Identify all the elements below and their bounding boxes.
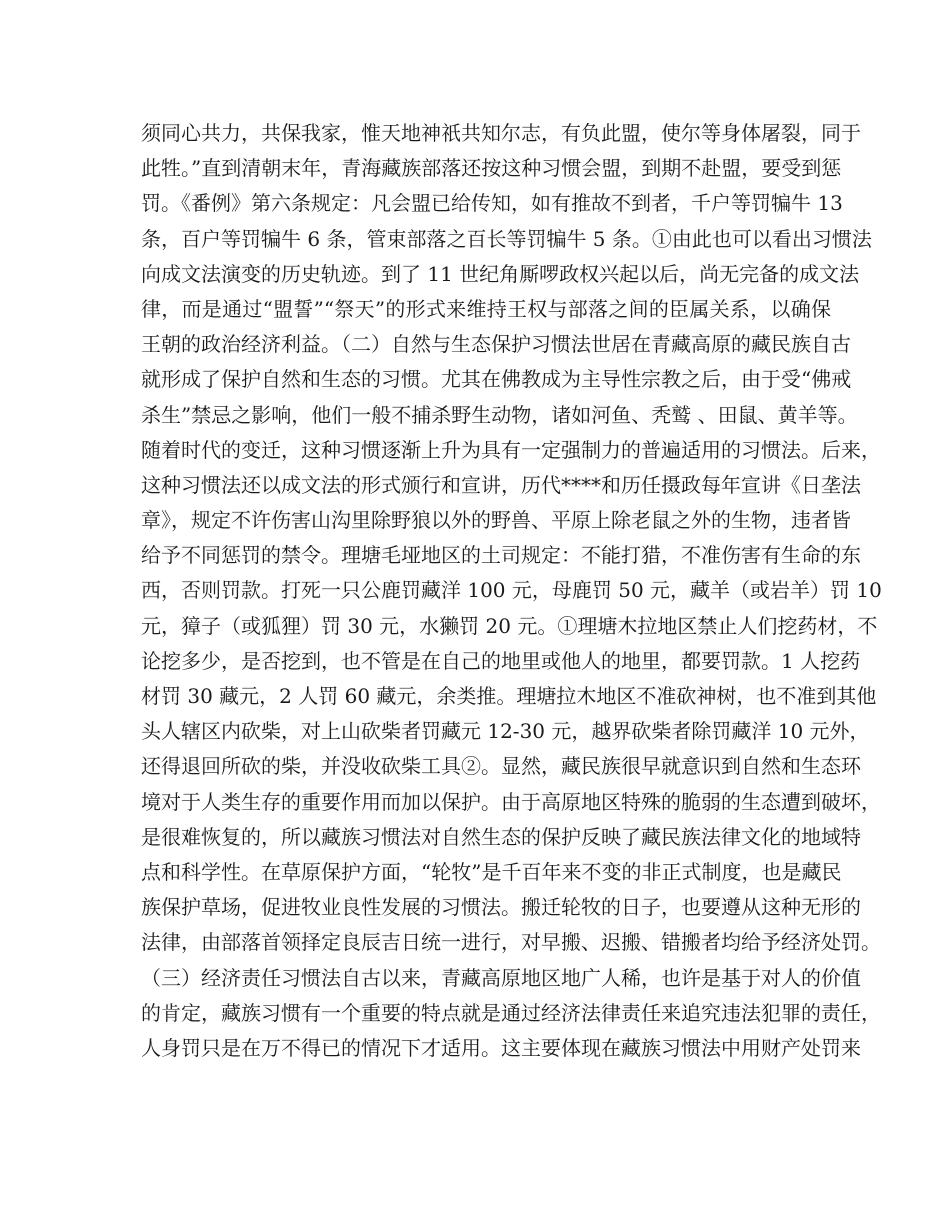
text-line: 王朝的政治经济利益。（二）自然与生态保护习惯法世居在青藏高原的藏民族自古 [141, 332, 851, 357]
text-line: 境对于人类生存的重要作用而加以保护。由于高原地区特殊的脆弱的生态遭到破坏， [141, 789, 881, 814]
body-text [141, 116, 882, 1066]
text-line: 这种习惯法还以成文法的形式颁行和宣讲，历代****和历任摄政每年宣讲《日垄法 [141, 472, 861, 497]
text-line: 材罚 30 藏元，2 人罚 60 藏元，余类推。理塘拉木地区不准砍神树，也不准到其他 [141, 684, 877, 708]
text-line: 族保护草场，促进牧业良性发展的习惯法。搬迁轮牧的日子，也要遵从这种无形的 [141, 895, 861, 920]
text-line: 须同心共力，共保我家，惟天地神祇共知尔志，有负此盟，使尔等身体屠裂，同于 [141, 121, 861, 145]
text-line: 律，而是通过“盟誓”“祭天”的形式来维持王权与部落之间的臣属关系，以确保 [141, 296, 831, 321]
text-line: （三）经济责任习惯法自古以来，青藏高原地区地广人稀，也许是基于对人的价值 [141, 965, 861, 990]
text-line: 头人辖区内砍柴，对上山砍柴者罚藏元 12-30 元，越界砍柴者除罚藏洋 10 元外， [141, 719, 870, 744]
text-line: 法律，由部落首领择定良辰吉日统一进行，对早搬、迟搬、错搬者均给予经济处罚。 [141, 930, 881, 955]
text-line: 杀生”禁忌之影响，他们一般不捕杀野生动物，诸如河鱼、秃鹫 、田鼠、黄羊等。 [141, 402, 858, 427]
text-line: 是很难恢复的，所以藏族习惯法对自然生态的保护反映了藏民族法律文化的地域特 [141, 824, 861, 849]
text-line: 点和科学性。在草原保护方面，“轮牧”是千百年来不变的非正式制度，也是藏民 [141, 859, 842, 884]
text-line: 还得退回所砍的柴，并没收砍柴工具②。显然，藏民族很早就意识到自然和生态环 [141, 754, 861, 779]
text-line: 此牲。”直到清朝末年，青海藏族部落还按这种习惯会盟，到期不赴盟，要受到惩 [141, 156, 842, 181]
text-line: 元，獐子（或狐狸）罚 30 元，水獭罚 20 元。①理塘木拉地区禁止人们挖药材，不 [141, 613, 878, 638]
text-line: 的肯定，藏族习惯有一个重要的特点就是通过经济法律责任来追究违法犯罪的责任， [141, 1000, 881, 1025]
text-line: 给予不同惩罚的禁令。理塘毛垭地区的土司规定：不能打猎，不准伤害有生命的东 [141, 543, 861, 568]
text-line: 就形成了保护自然和生态的习惯。尤其在佛教成为主导性宗教之后，由于受“佛戒 [141, 367, 852, 392]
text-line: 条，百户等罚犏牛 6 条，管束部落之百长等罚犏牛 5 条。①由此也可以看出习惯法 [141, 226, 872, 251]
text-line: 西，否则罚款。打死一只公鹿罚藏洋 100 元，母鹿罚 50 元，藏羊（或岩羊）罚 10 [141, 578, 882, 603]
text-line: 章》，规定不许伤害山沟里除野狼以外的野兽、平原上除老鼠之外的生物，违者皆 [141, 508, 851, 533]
text-line: 人身罚只是在万不得已的情况下才适用。这主要体现在藏族习惯法中用财产处罚来 [141, 1035, 861, 1060]
text-line: 随着时代的变迁，这种习惯逐渐上升为具有一定强制力的普遍适用的习惯法。后来， [141, 437, 881, 462]
text-line: 罚。《番例》第六条规定：凡会盟已给传知，如有推故不到者，千户等罚犏牛 13 [141, 191, 843, 216]
text-line: 向成文法演变的历史轨迹。到了 11 世纪角厮啰政权兴起以后，尚无完备的成文法 [141, 261, 860, 286]
text-line: 论挖多少，是否挖到，也不管是在自己的地里或他人的地里，都要罚款。1 人挖药 [141, 648, 861, 673]
